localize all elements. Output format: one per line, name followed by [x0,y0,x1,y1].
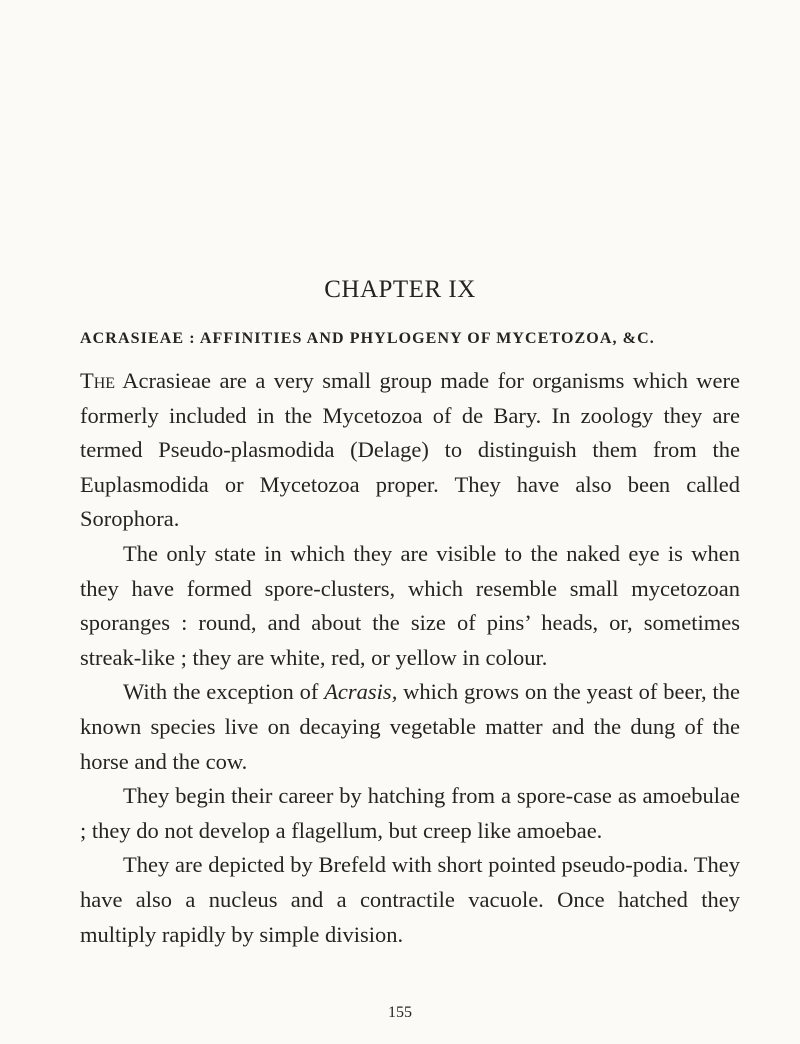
body-text [80,364,740,952]
paragraph-5: They are depicted by Brefeld with short pointed pseudo-podia. They have also a nucleus and a contractile vacuole. Once hatched they multiply rapidly by simple division. [80,852,740,947]
page-number: 155 [388,1004,412,1021]
paragraph-3-text-before: With the exception of [123,679,325,705]
paragraph-lead-word: The [80,368,116,393]
chapter-title: CHAPTER IX [324,276,476,303]
paragraph-3-text-after: which grows on the yeast of beer, the known species live on decaying vegetable matter and the dung of the horse and the cow. [80,679,740,774]
paragraph-4: They begin their career by hatching from a spore-case as amoebulae ; they do not develop a flagellum, but creep like amoebae. [80,783,740,843]
paragraph-3 [80,675,740,779]
paragraph-1-text: Acrasieae are a very small group made for organisms which were formerly included in the Mycetozoa of de Bary. In zoology they are termed Pseudo-plasmodida (Delage) to distinguish them from the Euplasmodida or Mycetozoa proper. They have also been called Sorophora. [80,368,740,532]
paragraph-1 [80,364,740,537]
genus-name-acrasis: Acrasis, [324,679,398,705]
chapter-subtitle: ACRASIEAE : AFFINITIES AND PHYLOGENY OF MYCETOZOA, &C. [80,330,655,347]
paragraph-2: The only state in which they are visible to the naked eye is when they have formed spore-clusters, which resemble small mycetozoan sporanges : round, and about the size of pins’ heads, or, sometimes streak-like ; they are white, red, or yellow in colour. [80,540,740,670]
